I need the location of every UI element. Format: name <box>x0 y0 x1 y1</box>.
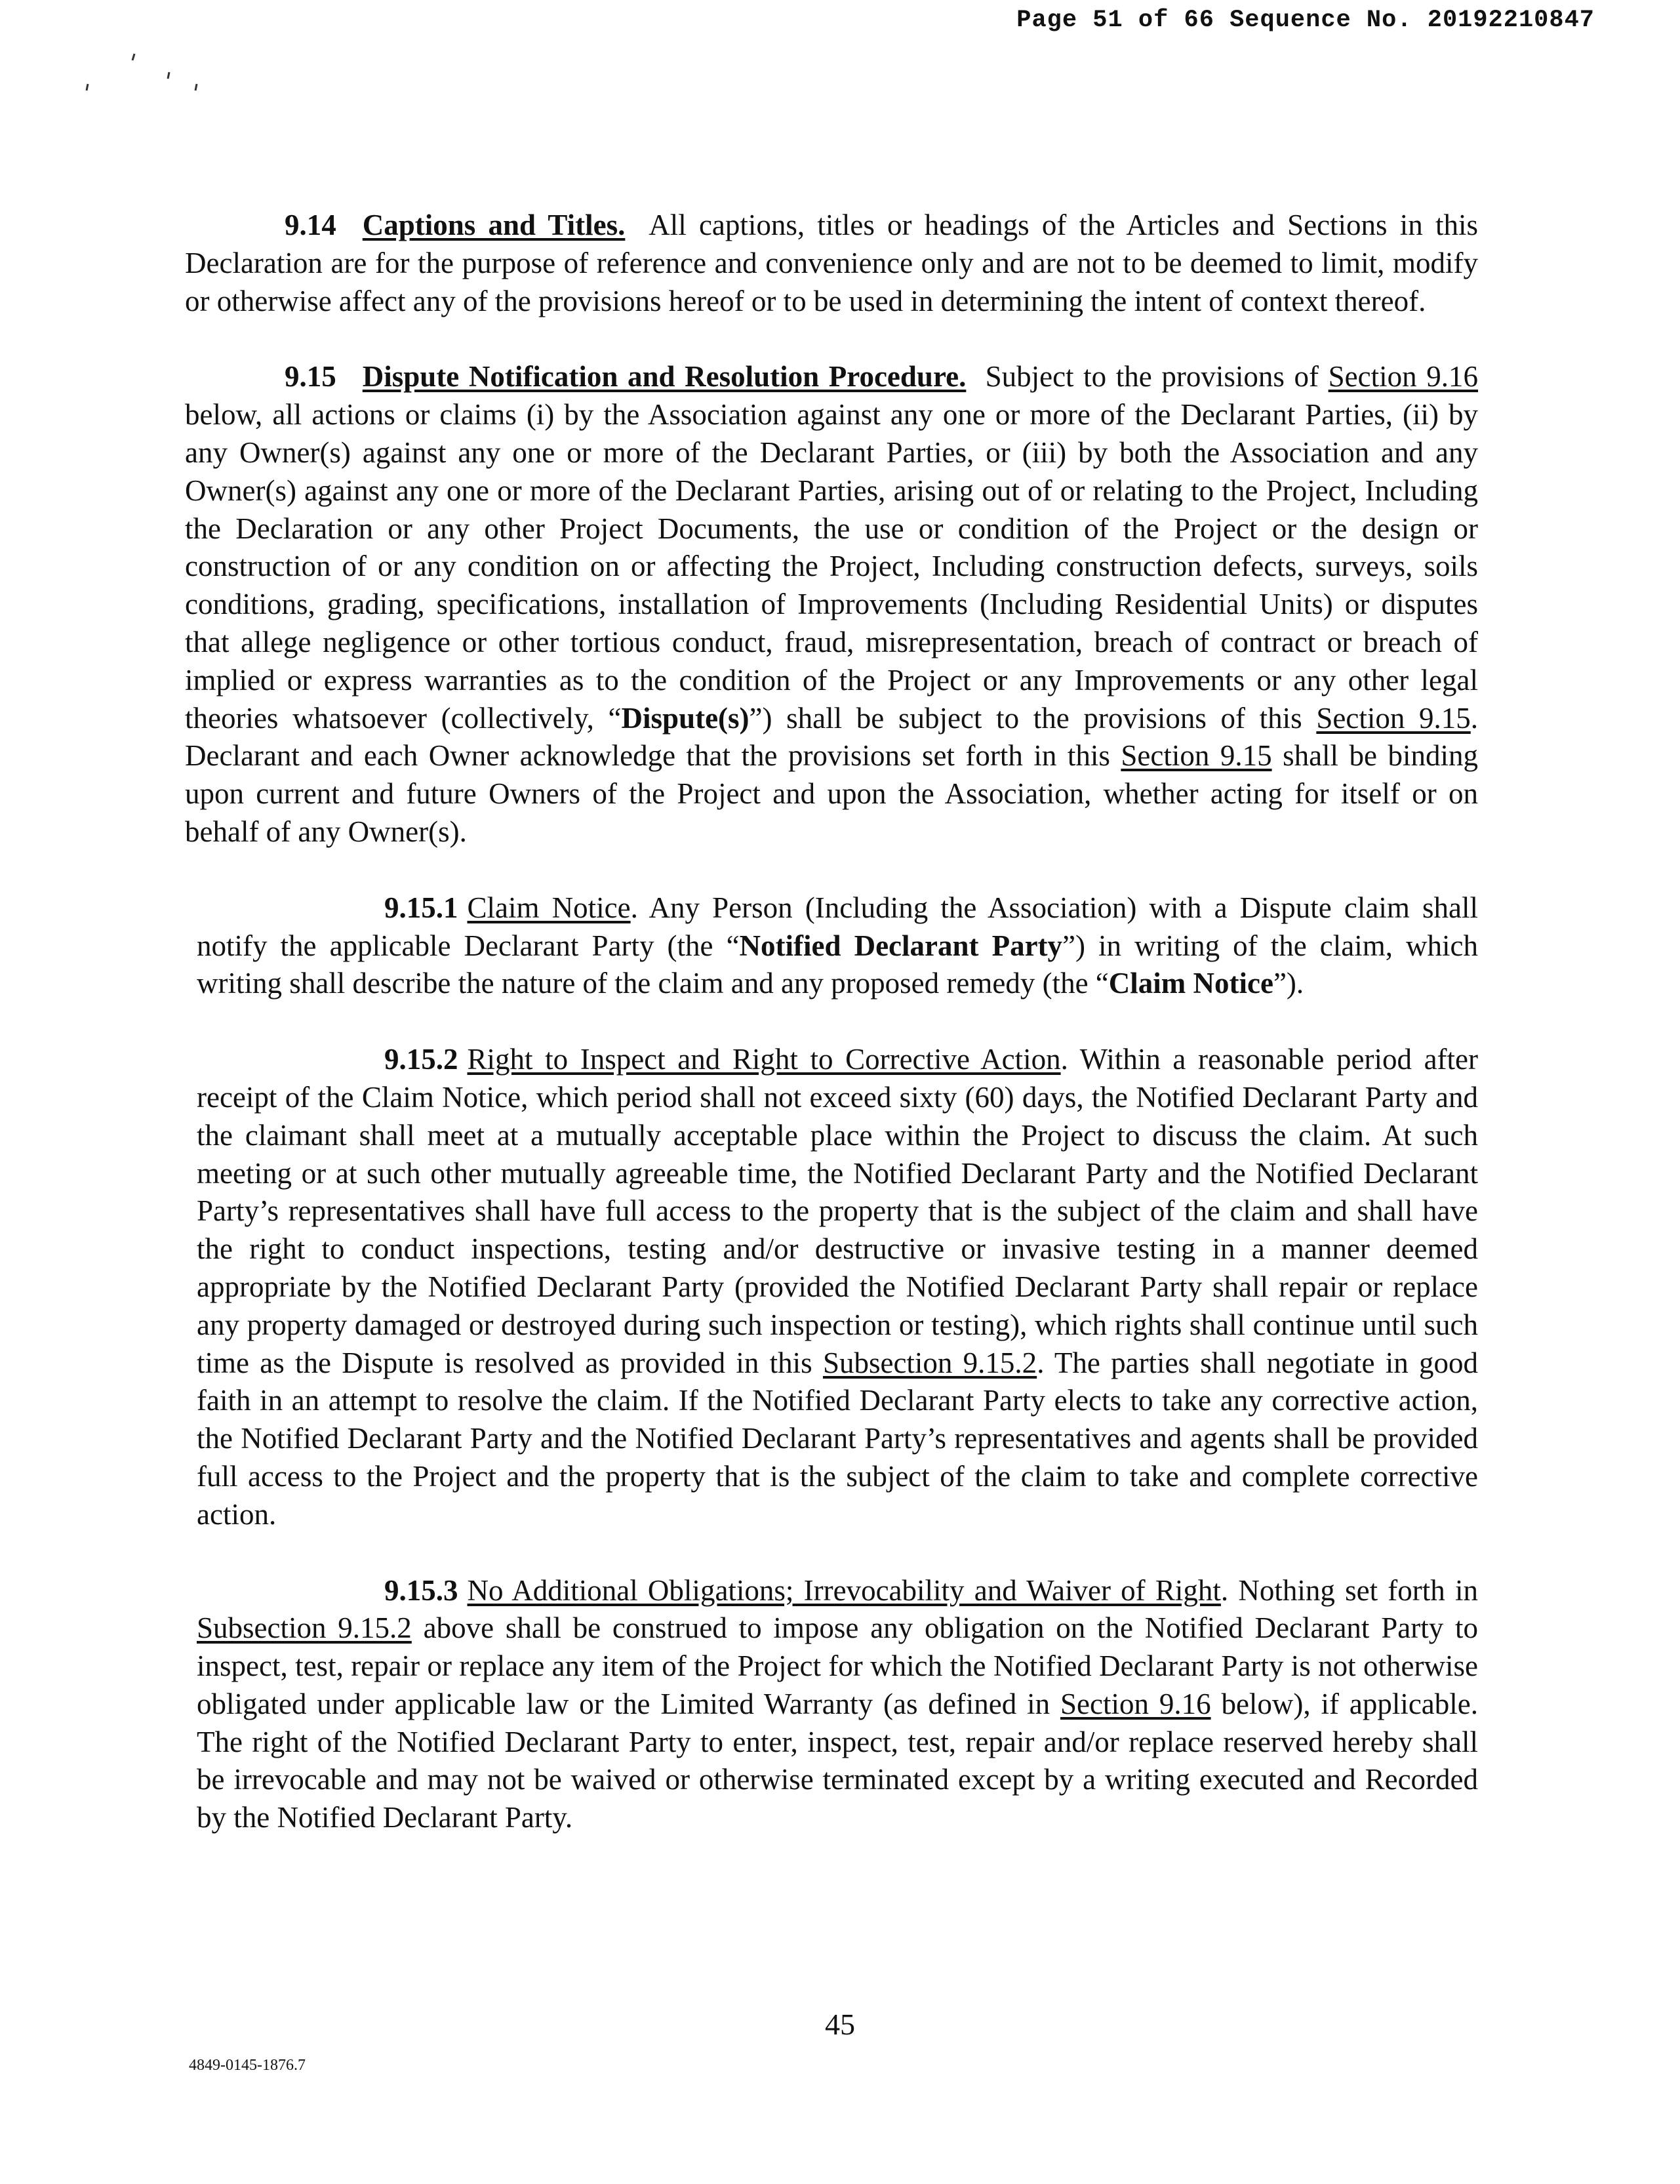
section-reference: Section 9.16 <box>1328 360 1478 394</box>
section-text: . Within a reasonable period after receipt of the Claim Notice, which period shall not exceed sixty (60) days, the Notified Declarant Party and the claimant shall meet at a mutually acceptable place within the Project to discuss the claim. At such meeting or at such other mutually agreeable time, the Notified Declarant Party and the Notified Declarant Party’s representatives shall have full access to the property that is the subject of the claim and shall have the right to conduct inspections, testing and/or destructive or invasive testing in a manner deemed appropriate by the Notified Declarant Party (provided the Notified Declarant Party shall repair or replace any property damaged or destroyed during such inspection or testing), which rights shall continue until such time as the Dispute is resolved as provided in this <box>197 1043 1478 1379</box>
section-text: Subject to the provisions of <box>985 360 1319 394</box>
section-text: All captions, titles or headings of the Articles and Sections in this Declaration are for the purpose of reference and convenience only and are not to be deemed to limit, modify or otherwise affect any of the provisions hereof or to be used in determining the intent of context thereof. <box>185 209 1478 317</box>
section-9-15-3 <box>197 1572 1478 1838</box>
section-9-15-2 <box>197 1041 1478 1533</box>
section-text: ”) shall be subject to the provisions of this <box>749 701 1302 735</box>
document-body <box>185 207 1478 1837</box>
section-number: 9.15.2 <box>384 1043 458 1076</box>
defined-term: Notified Declarant Party <box>739 929 1063 962</box>
section-text: . Nothing set forth in <box>1220 1573 1478 1607</box>
section-9-14 <box>185 207 1478 320</box>
section-title: Claim Notice <box>467 891 631 924</box>
section-text: . The parties shall negotiate in good faith in an attempt to resolve the claim. If the Notified Declarant Party elects to take any corrective action, the Notified Declarant Party and the Notified Declarant Party’s representatives and agents shall be provided full access to the Project and the property that is the subject of the claim to take and complete corrective action. <box>197 1346 1478 1531</box>
section-number: 9.15.1 <box>384 891 458 924</box>
section-reference: Subsection 9.15.2 <box>197 1611 412 1645</box>
section-reference: Section 9.16 <box>1060 1687 1211 1720</box>
defined-term: Claim Notice <box>1108 967 1273 1000</box>
section-text: ”). <box>1273 967 1304 1000</box>
section-reference: Subsection 9.15.2 <box>822 1346 1037 1379</box>
section-title: Right to Inspect and Right to Corrective Action <box>467 1043 1061 1076</box>
section-number: 9.15 <box>285 360 336 394</box>
section-title: Captions and Titles. <box>362 209 626 241</box>
scan-specks <box>79 51 223 97</box>
header-sequence-stamp: Page 51 of 66 Sequence No. 20192210847 <box>1016 7 1595 34</box>
section-text: ”) in writing of the claim, which writing shall describe the nature of the claim and any proposed remedy (the “ <box>197 929 1478 1000</box>
page-number: 45 <box>825 2008 855 2041</box>
section-text: below, all actions or claims (i) by the Association against any one or more of the Declarant Parties, (ii) by any Owner(s) against any one or more of the Declarant Parties, or (iii) by both the Association and any Owner(s) against any one or more of the Declarant Parties, arising out of or relating to the Project, Including the Declaration or any other Project Documents, the use or condition of the Project or the design or construction of or any condition on or affecting the Project, Including construction defects, surveys, soils conditions, grading, specifications, installation of Improvements (Including Residential Units) or disputes that allege negligence or other tortious conduct, fraud, misrepresentation, breach of contract or breach of implied or express warranties as to the condition of the Project or any Improvements or any other legal theories whatsoever (collectively, “ <box>185 398 1478 735</box>
section-reference: Section 9.15 <box>1121 739 1272 773</box>
defined-term: Dispute(s) <box>621 701 750 735</box>
document-id: 4849-0145-1876.7 <box>189 2057 306 2074</box>
section-title: Dispute Notification and Resolution Procedure. <box>362 360 967 394</box>
section-number: 9.15.3 <box>384 1573 458 1607</box>
section-text: below), if applicable. The right of the Notified Declarant Party to enter, inspect, test, repair and/or replace reserved hereby shall be irrevocable and may not be waived or otherwise terminated except by a writing executed and Recorded by the Notified Declarant Party. <box>197 1687 1479 1834</box>
section-text: shall be binding upon current and future Owners of the Project and upon the Association, whether acting for itself or on behalf of any Owner(s). <box>185 739 1478 848</box>
section-9-15 <box>185 358 1478 851</box>
section-title: No Additional Obligations; Irrevocability and Waiver of Right <box>467 1573 1221 1607</box>
section-reference: Section 9.15 <box>1316 701 1471 735</box>
section-text: . Declarant and each Owner acknowledge that the provisions set forth in this <box>185 701 1478 773</box>
section-9-15-1 <box>197 889 1478 1003</box>
section-number: 9.14 <box>285 209 336 241</box>
section-text: above shall be construed to impose any obligation on the Notified Declarant Party to inspect, test, repair or replace any item of the Project for which the Notified Declarant Party is not otherwise obligated under applicable law or the Limited Warranty (as defined in <box>197 1611 1478 1720</box>
section-text: . Any Person (Including the Association) with a Dispute claim shall notify the applicable Declarant Party (the “ <box>197 891 1478 962</box>
